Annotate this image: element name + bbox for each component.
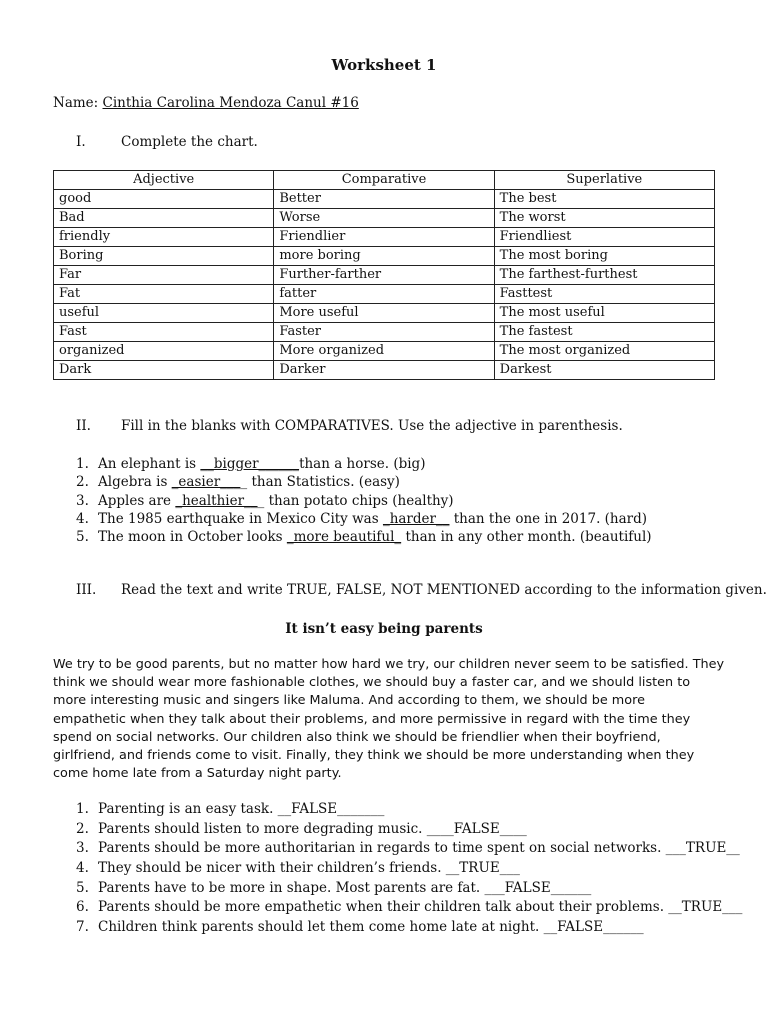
chart-body [54,190,715,380]
story-line: empathetic when they talk about their problems, and more permissive in regard with the time they [53,711,691,727]
chart-row [54,247,715,266]
cell-comparative: Darker [274,361,494,380]
chart-row [54,228,715,247]
blank-item [76,492,652,510]
item-number: 1. [76,456,89,472]
blank-suffix: than the one in 2017. (hard) [449,510,648,527]
cell-adjective: Bad [54,209,274,228]
chart-row [54,323,715,342]
cell-adjective: organized [54,342,274,361]
cell-adjective: Fast [54,323,274,342]
statement-text: They should be nicer with their children’s friends. __TRUE___ [98,860,520,877]
story-line: girlfriend, and friends come to visit. Finally, they think we should be more understanding when they [53,748,695,764]
cell-superlative: The most organized [494,342,714,361]
blank-answer: _healthier__ [175,492,258,509]
item-number: 3. [76,840,89,857]
section-number: I. [76,134,86,150]
blank-suffix: _ than potato chips (healthy) [257,492,454,509]
blank-prefix: The moon in October looks [98,529,287,546]
blank-prefix: Apples are [98,492,176,509]
blank-item [76,455,652,473]
blank-answer: __bigger______ [200,456,300,472]
blank-suffix: _ than Statistics. (easy) [240,474,400,491]
statement-text: Parents should be more empathetic when their children talk about their problems. __TRUE___ [98,899,743,916]
cell-superlative: The farthest-furthest [494,266,714,285]
chart-row [54,209,715,228]
item-number: 2. [76,474,89,491]
item-number: 5. [76,879,89,896]
cell-adjective: Far [54,266,274,285]
statement-text: Parenting is an easy task. __FALSE_______ [98,801,385,817]
section-instruction: Complete the chart. [121,134,258,150]
cell-adjective: good [54,190,274,209]
header-adjective: Adjective [54,171,274,190]
story-line: think we should wear more fashionable clothes, we should buy a faster car, and we should listen to [53,675,691,691]
blank-prefix: An elephant is [98,456,201,472]
section-instruction: Read the text and write TRUE, FALSE, NOT MENTIONED according to the information given. [121,582,767,598]
story-line: more interesting music and singers like Maluma. And according to them, we should be more [53,693,645,709]
true-false-list [53,800,742,938]
item-number: 7. [76,919,89,936]
cell-superlative: Darkest [494,361,714,380]
blank-prefix: Algebra is [98,474,172,491]
student-name-line [53,95,359,111]
chart-row [54,361,715,380]
cell-comparative: More organized [274,342,494,361]
cell-superlative: The worst [494,209,714,228]
blank-item [76,510,652,528]
cell-superlative: The most boring [494,247,714,266]
header-comparative: Comparative [274,171,494,190]
statement-item [76,898,743,918]
cell-comparative: Faster [274,323,494,342]
story-paragraph [53,656,725,783]
story-title: It isn’t easy being parents [285,621,483,637]
section-1-heading [76,134,258,150]
item-number: 6. [76,899,89,916]
blank-item [76,528,652,546]
section-3-heading [76,582,767,598]
item-number: 4. [76,510,89,527]
cell-adjective: Fat [54,285,274,304]
story-line: come home late from a Saturday night party. [53,766,342,782]
blank-answer: _harder__ [382,510,450,527]
cell-adjective: Boring [54,247,274,266]
chart-row [54,304,715,323]
section-number: III. [76,582,97,598]
name-value: Cinthia Carolina Mendoza Canul #16 [102,95,359,111]
statement-text: Children think parents should let them come home late at night. __FALSE______ [98,919,644,936]
cell-superlative: The most useful [494,304,714,323]
statement-text: Parents should listen to more degrading music. ____FALSE____ [98,820,527,837]
statement-item [76,918,742,938]
cell-adjective: useful [54,304,274,323]
blank-suffix: than a horse. (big) [299,456,426,472]
statement-item [76,820,742,840]
cell-superlative: The best [494,190,714,209]
cell-comparative: fatter [274,285,494,304]
section-instruction: Fill in the blanks with COMPARATIVES. Use the adjective in parenthesis. [121,418,623,434]
cell-comparative: Friendlier [274,228,494,247]
cell-comparative: Better [274,190,494,209]
cell-adjective: friendly [54,228,274,247]
header-superlative: Superlative [494,171,714,190]
cell-comparative: Worse [274,209,494,228]
item-number: 5. [76,529,89,546]
statement-item [76,859,742,879]
blank-answer: _more beautiful_ [286,529,402,546]
cell-comparative: more boring [274,247,494,266]
chart-row [54,342,715,361]
adjective-chart [53,170,715,380]
fill-in-blanks-list [53,455,652,546]
item-number: 1. [76,801,89,817]
cell-superlative: Fasttest [494,285,714,304]
cell-comparative: Further-farther [274,266,494,285]
blank-answer: _easier___ [171,474,241,491]
item-number: 3. [76,492,89,509]
chart-row [54,266,715,285]
statement-item [76,839,742,859]
chart-row [54,190,715,209]
cell-superlative: The fastest [494,323,714,342]
story-line: spend on social networks. Our children also think we should be friendlier when their boyfriend, [53,729,661,745]
blank-suffix: than in any other month. (beautiful) [401,529,652,546]
blank-item [76,473,652,491]
section-2-heading [76,418,623,434]
cell-comparative: More useful [274,304,494,323]
name-label: Name: [53,95,99,111]
chart-row [54,285,715,304]
blank-prefix: The 1985 earthquake in Mexico City was [98,510,383,527]
page-title: Worksheet 1 [331,56,437,74]
story-line: We try to be good parents, but no matter how hard we try, our children never seem to be satisfied. They [53,657,725,672]
cell-superlative: Friendliest [494,228,714,247]
statement-item [76,800,742,820]
cell-adjective: Dark [54,361,274,380]
statement-item [76,879,742,899]
item-number: 4. [76,860,89,877]
statement-text: Parents should be more authoritarian in regards to time spent on social networks. ___TRUE__ [98,840,740,857]
section-number: II. [76,418,91,434]
statement-text: Parents have to be more in shape. Most parents are fat. ___FALSE______ [98,879,592,896]
chart-header-row [54,171,715,190]
item-number: 2. [76,820,89,837]
